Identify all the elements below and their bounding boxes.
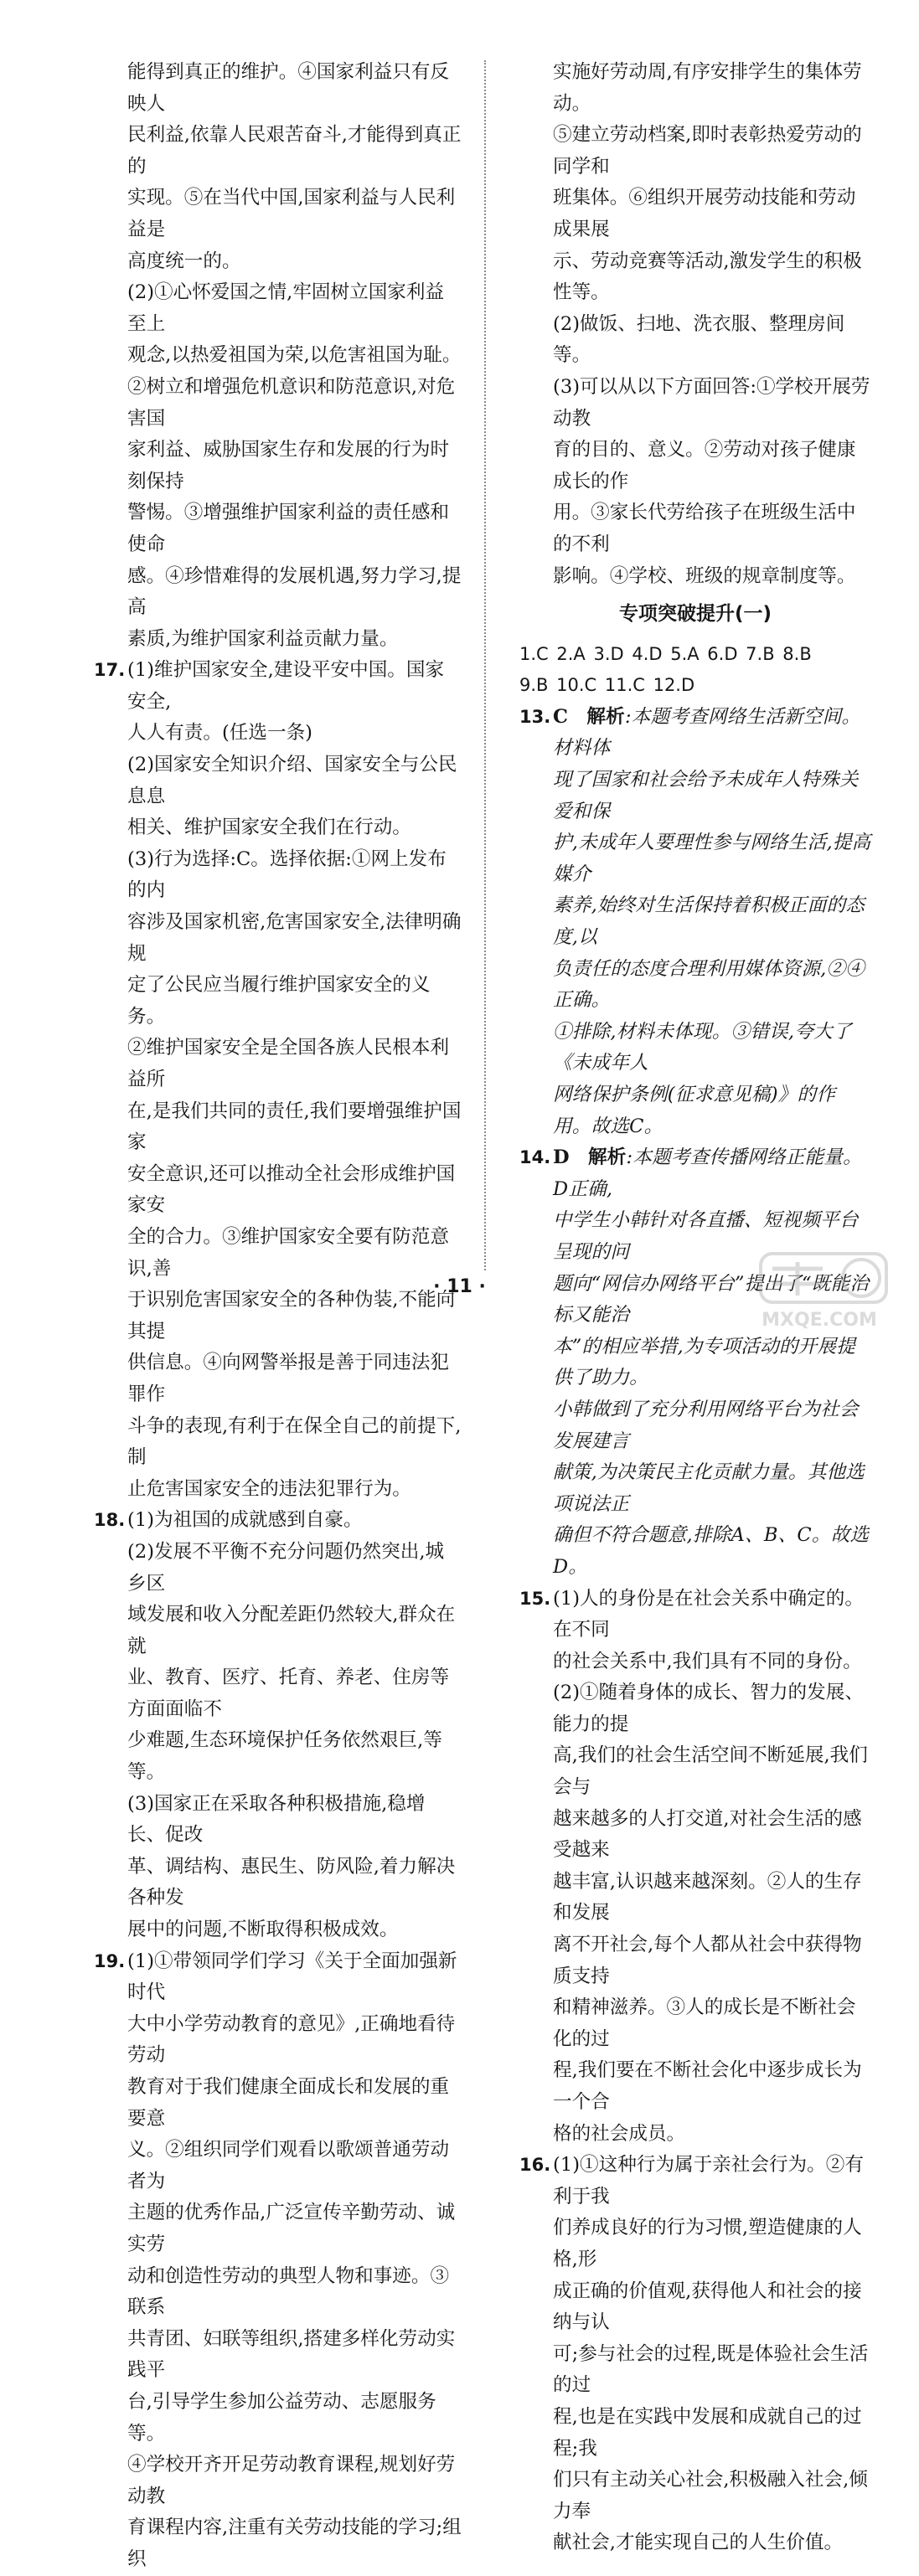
text-line: (1)①这种行为属于亲社会行为。②有利于我 [553,2154,864,2208]
watermark-circle [843,1260,880,1296]
answer-17 [94,655,462,1505]
text-line: 警惕。③增强维护国家利益的责任感和使命 [127,502,450,555]
text-line: (2)①随着身体的成长、智力的发展、能力的提 [553,1682,864,1735]
text-line: 程,我们要在不断社会化中逐步成长为一个合 [553,2059,862,2113]
question-number: 17. [94,660,126,681]
text-line: 成正确的价值观,获得他人和社会的接纳与认 [553,2280,862,2334]
text-line: (1)维护国家安全,建设平安中国。国家安全, [127,659,445,713]
answer-15 [519,1584,871,2151]
answer-19-continued [519,57,871,592]
text-line: 台,引导学生参加公益劳动、志愿服务等。 [127,2390,436,2445]
text-line: 现了国家和社会给予未成年人特殊关爱和保 [553,769,859,822]
text-line: 们只有主动关心社会,积极融入社会,倾力奉 [553,2469,868,2522]
text-line: 网络保护条例(征求意见稿)》的作用。故选C。 [553,1084,836,1137]
answer-14 [519,1142,871,1583]
text-line: ②维护国家安全是全国各族人民根本利益所 [127,1037,450,1090]
text-line: ①排除,材料未体现。③错误,夸大了《未成年人 [553,1020,852,1074]
text-line: 止危害国家安全的违法犯罪行为。 [127,1477,411,1500]
text-line: 在,是我们共同的责任,我们要增强维护国家 [127,1100,462,1154]
text-line: ④学校开齐开足劳动教育课程,规划好劳动教 [127,2454,456,2507]
text-line: 业、教育、医疗、托育、养老、住房等方面面临不 [127,1667,450,1720]
text-line: 实现。⑤在当代中国,国家利益与人民利益是 [127,187,456,240]
text-line: 家利益、威胁国家生存和发展的行为时刻保持 [127,439,450,492]
text-line: 素养,始终对生活保持着积极正面的态度,以 [553,894,865,949]
question-number: 18. [94,1510,126,1531]
text-line: 可;参与社会的过程,既是体验社会生活的过 [553,2342,869,2397]
text-line: 于识别危害国家安全的各种伪装,不能向其提 [127,1289,456,1342]
text-line [553,1142,871,1205]
text-line: 题向“网信办网络平台”提出了“既能治标又能治 [553,1272,870,1327]
text-line: 容涉及国家机密,危害国家安全,法律明确规 [127,911,462,965]
text-line: (2)①心怀爱国之情,牢固树立国家利益至上 [127,281,445,335]
question-number: 15. [519,1588,551,1609]
text-line: 程,也是在实践中发展和成就自己的过程;我 [553,2405,862,2460]
text-line: 越来越多的人打交道,对社会生活的感受越来 [553,1807,862,1862]
text-line: (3)行为选择:C。选择依据:①网上发布的内 [127,848,447,902]
answer-18 [94,1505,462,1945]
text-line [553,702,871,765]
analysis-text: :本题考查网络生活新空间。材料体 [553,705,861,760]
answer-body [553,1584,871,2151]
text-line: 民利益,依靠人民艰苦奋斗,才能得到真正的 [127,124,462,178]
answer-body [553,2150,871,2559]
text-line: 革、调结构、惠民生、防风险,着力解决各种发 [127,1855,456,1909]
text-line: 班集体。⑥组织开展劳动技能和劳动成果展 [553,187,856,240]
text-line: (3)国家正在采取各种积极措施,稳增长、促改 [127,1792,426,1847]
text-line: 和精神滋养。③人的成长是不断社会化的过 [553,1996,856,2050]
text-line: 献社会,才能实现自己的人生价值。 [553,2532,844,2554]
text-line: 素质,为维护国家利益贡献力量。 [127,627,399,650]
watermark-glyph [772,1262,823,1296]
column-divider [484,60,486,1270]
left-column [94,57,462,2576]
text-line: 大中小学劳动教育的意见》,正确地看待劳动 [127,2012,456,2067]
question-number: 19. [94,1950,126,1971]
text-line: 展中的问题,不断取得积极成效。 [127,1919,399,1941]
text-line: 的社会关系中,我们具有不同的身份。 [553,1650,862,1672]
section-title: 专项突破提升(一) [618,603,772,626]
text-line: 共青团、妇联等组织,搭建多样化劳动实践平 [127,2327,456,2382]
text-line: (1)①带领同学们学习《关于全面加强新时代 [127,1950,457,2004]
mcq-line: 9.B 10.C 11.C 12.D [519,675,695,696]
text-line: (2)发展不平衡不充分问题仍然突出,城乡区 [127,1540,445,1595]
answer-body [127,1505,462,1945]
text-line: 教育对于我们健康全面成长和发展的重要意 [127,2076,450,2130]
analysis-label: 解析 [587,1146,627,1169]
answer-13 [519,702,871,1142]
text-line: 高,我们的社会生活空间不断延展,我们会与 [553,1744,868,1799]
text-line: 域发展和收入分配差距仍然较大,群众在就 [127,1604,456,1657]
question-number: 16. [519,2155,551,2176]
text-line: 育的目的、意义。②劳动对孩子健康成长的作 [553,439,856,492]
question-number: 13. [519,706,551,727]
text-line: 动和创造性劳动的典型人物和事迹。③联系 [127,2264,450,2319]
text-line: 育课程内容,注重有关劳动技能的学习;组织 [127,2517,462,2570]
text-line: (2)做饭、扫地、洗衣服、整理房间等。 [553,312,845,367]
text-line: 离不开社会,每个人都从社会中获得物质支持 [553,1934,862,1987]
answer-body [127,1946,462,2576]
text-line: 安全意识,还可以推动全社会形成维护国家安 [127,1162,456,1217]
text-line: 格的社会成员。 [553,2122,686,2145]
answer-choice: C [553,705,569,728]
text-line: 全的合力。③维护国家安全要有防范意识,善 [127,1225,450,1280]
watermark-url: MXQE.COM [762,1310,877,1331]
text-line: (1)为祖国的成就感到自豪。 [127,1509,363,1532]
answer-choice: D [553,1146,570,1169]
page-number: · 11 · [433,1276,486,1297]
text-line: 示、劳动竞赛等活动,激发学生的积极性等。 [553,250,862,304]
text-line: 确但不符合题意,排除A、B、C。故选D。 [553,1524,870,1578]
text-line: ⑤建立劳动档案,即时表彰热爱劳动的同学和 [553,124,862,178]
text-line: (2)国家安全知识介绍、国家安全与公民息息 [127,754,457,807]
watermark-logo [736,1250,903,1331]
text-line: ②树立和增强危机意识和防范意识,对危害国 [127,375,456,430]
text-line: 们养成良好的行为习惯,塑造健康的人格,形 [553,2217,862,2270]
intro-paragraph [94,57,462,277]
answer-19 [94,1946,462,2576]
text-line: 影响。④学校、班级的规章制度等。 [553,564,856,587]
answer-body [553,702,871,1142]
text-line: 少难题,生态环境保护任务依然艰巨,等等。 [127,1729,442,1784]
text-line: 义。②组织同学们观看以歌颂普通劳动者为 [127,2139,450,2192]
text-line: (1)人的身份是在社会关系中确定的。在不同 [553,1587,864,1641]
text-line: 本”的相应举措,为专项活动的开展提供了助力。 [553,1335,856,1389]
text-line: 中学生小韩针对各直播、短视频平台呈现的问 [553,1209,859,1263]
text-line: (3)可以从以下方面回答:①学校开展劳动教 [553,375,870,430]
text-line: 高度统一的。 [127,250,241,272]
answer-body [553,1142,871,1583]
text-line: 相关、维护国家安全我们在行动。 [127,817,411,839]
answer-body [127,655,462,1505]
answer-16 [519,2150,871,2559]
text-line: 实施好劳动周,有序安排学生的集体劳动。 [553,61,862,115]
text-line: 护,未成年人要理性参与网络生活,提高媒介 [553,832,871,885]
text-line: 观念,以热爱祖国为荣,以危害祖国为耻。 [127,344,462,367]
text-line: 主题的优秀作品,广泛宣传辛勤劳动、诚实劳 [127,2202,456,2255]
mcq-line: 1.C 2.A 3.D 4.D 5.A 6.D 7.B 8.B [519,643,812,664]
text-line: 能得到真正的维护。④国家利益只有反映人 [127,61,450,115]
analysis-label: 解析 [586,705,625,728]
text-line: 斗争的表现,有利于在保全自己的前提下,制 [127,1414,462,1469]
text-line: 定了公民应当履行维护国家安全的义务。 [127,974,431,1028]
text-line: 负责任的态度合理利用媒体资源,②④正确。 [553,957,865,1012]
text-line: 小韩做到了充分利用网络平台为社会发展建言 [553,1398,859,1452]
multiple-choice-answers [519,639,871,702]
question-number: 14. [519,1147,551,1168]
answer-16-part-2 [94,277,462,655]
analysis-text: :本题考查传播网络正能量。D正确, [553,1146,862,1200]
text-line: 用。③家长代劳给孩子在班级生活中的不利 [553,502,856,555]
text-line: 献策,为决策民主化贡献力量。其他选项说法正 [553,1461,865,1515]
text-line: 越丰富,认识越来越深刻。②人的生存和发展 [553,1870,862,1924]
text-line: 供信息。④向网警举报是善于同违法犯罪作 [127,1352,450,1405]
text-line: 感。④珍惜难得的发展机遇,努力学习,提高 [127,564,462,619]
text-line: 人人有责。(任选一条) [127,722,312,744]
